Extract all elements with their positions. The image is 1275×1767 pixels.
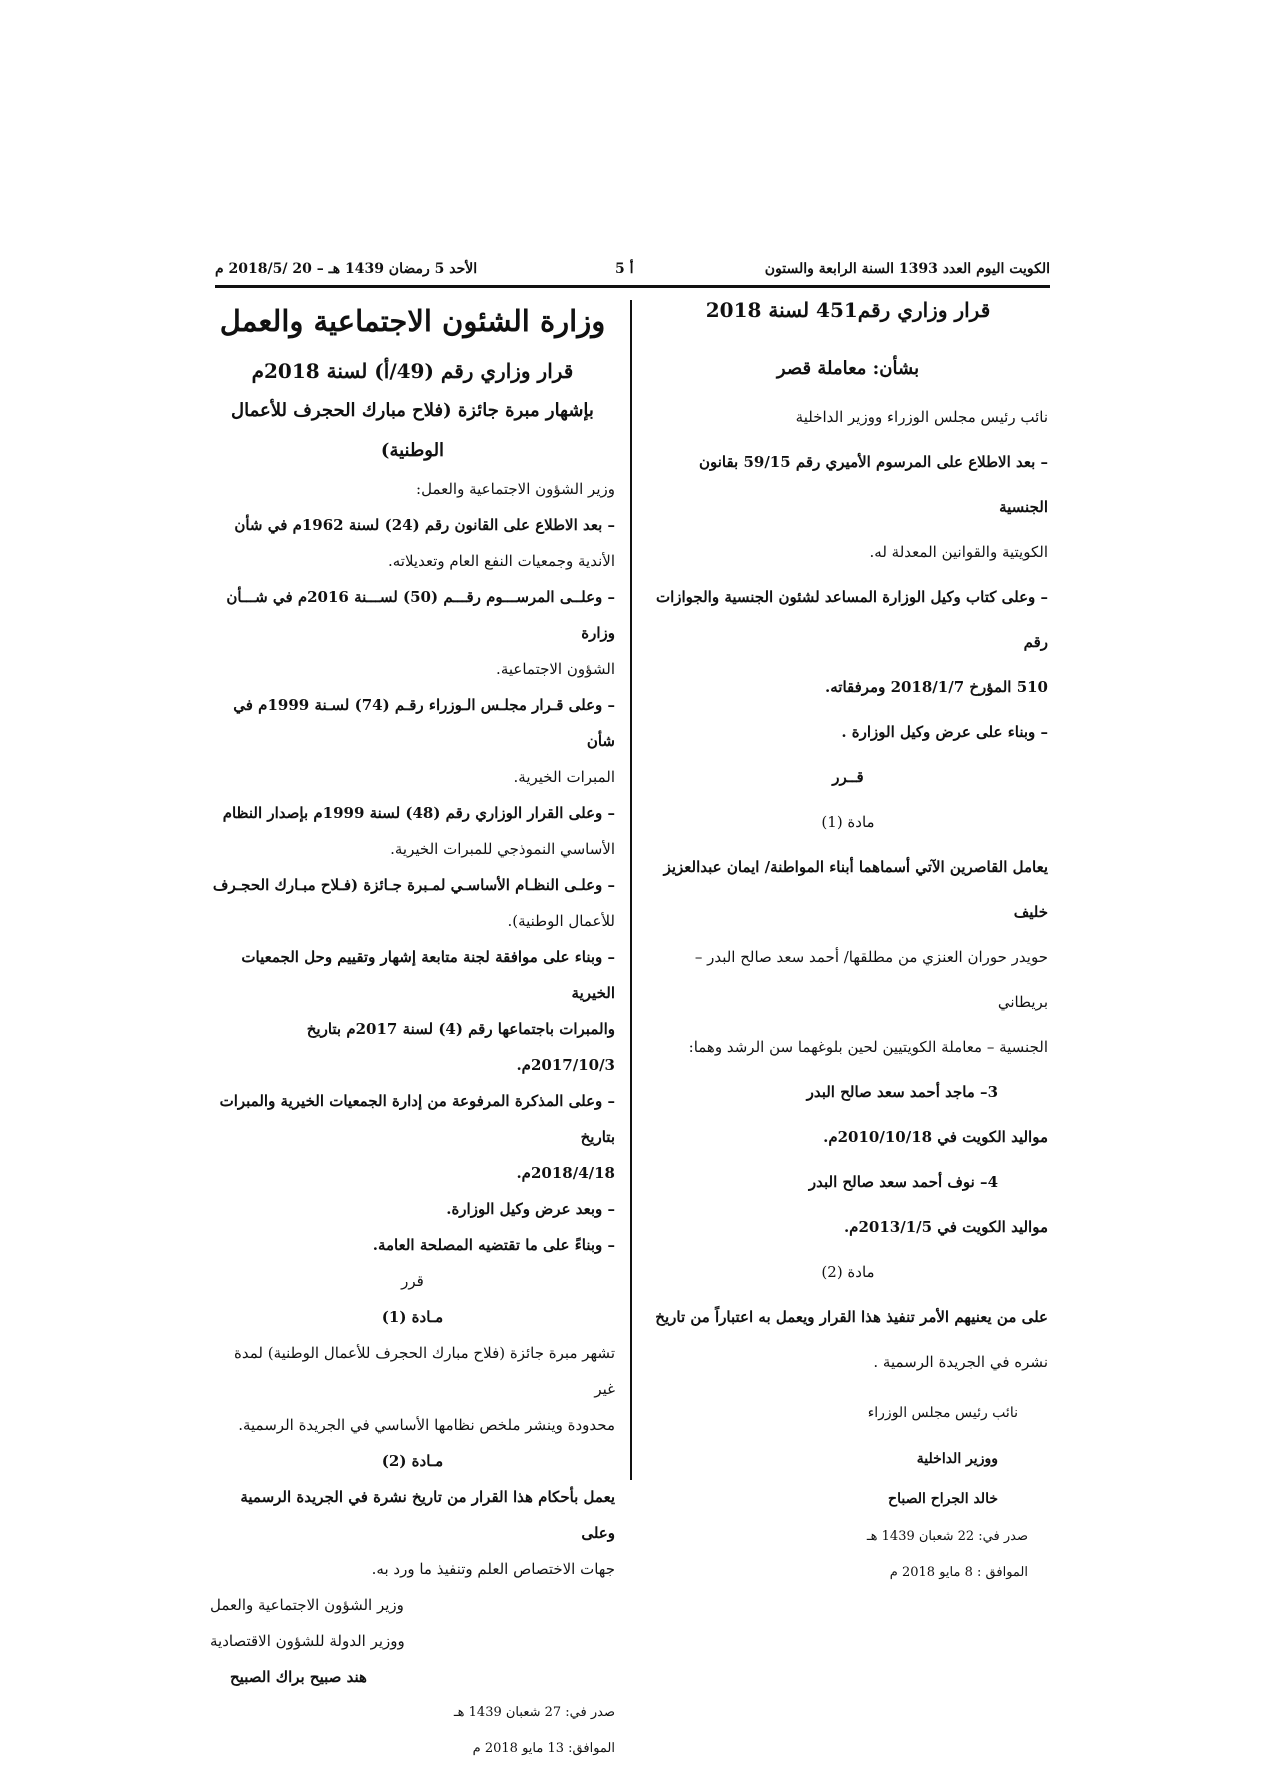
article-2-heading: مـادة (2)	[381, 1452, 444, 1470]
header-rule	[215, 285, 1050, 288]
gregorian-date: الموافق : 8 مايو 2018 م	[889, 1565, 1028, 1580]
decree-subject: بشأن: معاملة قصر	[776, 358, 920, 379]
article-1-line-1: يعامل القاصرين الآتي أسماهما أبناء المواطنة/ ايمان عبدالعزيز خليف	[663, 858, 1048, 921]
signatory-title-2	[210, 1623, 615, 1659]
header-issue: الكويت اليوم العدد 1393 السنة الرابعة والستون	[764, 261, 1050, 277]
signatory-title-1	[210, 1587, 615, 1623]
preamble-4b: الأساسي النموذجي للمبرات الخيرية.	[390, 840, 615, 858]
article-1-line-3: الجنسية – معاملة الكويتيين لحين بلوغهما سن الرشد وهما:	[688, 1038, 1048, 1056]
preamble-7b: 2018/4/18م.	[516, 1164, 615, 1182]
signatory-title-1: نائب رئيس مجلس الوزراء	[867, 1405, 1018, 1421]
decree-title: قرار وزاري رقم (49/أ) لسنة 2018م	[251, 359, 574, 383]
article-2-line-2: جهات الاختصاص العلم وتنفيذ ما ورد به.	[371, 1560, 615, 1578]
decree-49a-column	[210, 295, 615, 1767]
article-1-heading: مـادة (1)	[381, 1308, 444, 1326]
issue-date: صدر في: 27 شعبان 1439 هـ	[453, 1705, 615, 1720]
preamble-3a: – وعلى قـرار مجلـس الـوزراء رقـم (74) لسـنة 1999م في شأن	[233, 696, 615, 750]
preamble-3: – وبناء على عرض وكيل الوزارة .	[841, 723, 1048, 741]
signatory-name-text: هند صبيح براك الصبيح	[230, 1668, 367, 1686]
preamble-4a: – وعلى القرار الوزاري رقم (48) لسنة 1999م بإصدار النظام	[222, 804, 615, 822]
column-divider	[630, 300, 632, 1480]
minor-4-birth: مواليد الكويت في 2013/1/5م.	[843, 1218, 1048, 1236]
article-2-line-1: يعمل بأحكام هذا القرار من تاريخ نشرة في الجريدة الرسمية وعلى	[240, 1488, 615, 1542]
header-page-number: أ 5	[615, 261, 634, 277]
article-1-line-1: تشهر مبرة جائزة (فلاح مبارك الحجرف للأعمال الوطنية) لمدة غير	[233, 1344, 615, 1398]
minor-3-birth: مواليد الكويت في 2010/10/18م.	[823, 1128, 1048, 1146]
preamble-5a: – وعلـى النظـام الأساسـي لمـبرة جـائزة (فـلاح مبـارك الحجـرف	[212, 876, 615, 894]
minor-4-name: 4– نوف أحمد سعد صالح البدر	[808, 1173, 998, 1191]
signatory-title-1-text: وزير الشؤون الاجتماعية والعمل	[210, 1596, 404, 1614]
article-1-line-2: محدودة وينشر ملخص نظامها الأساسي في الجريدة الرسمية.	[238, 1416, 615, 1434]
article-2-line-1: على من يعنيهم الأمر تنفيذ هذا القرار ويعمل به اعتباراً من تاريخ	[655, 1308, 1048, 1326]
article-2-line-2: نشره في الجريدة الرسمية .	[873, 1353, 1048, 1371]
preamble-6b: والمبرات باجتماعها رقم (4) لسنة 2017م بتاريخ	[306, 1020, 615, 1038]
decree-subject: بإشهار مبرة جائزة (فلاح مبارك الحجرف للأعمال الوطنية)	[231, 400, 594, 461]
issuer: نائب رئيس مجلس الوزراء ووزير الداخلية	[795, 408, 1048, 426]
article-1-heading: مادة (1)	[821, 813, 875, 831]
preamble-7a: – وعلى المذكرة المرفوعة من إدارة الجمعيات الخيرية والمبرات بتاريخ	[219, 1092, 615, 1146]
signatory-title-2: ووزير الداخلية	[916, 1451, 998, 1467]
preamble-6a: – وبناء على موافقة لجنة متابعة إشهار وتقييم وحل الجمعيات الخيرية	[241, 948, 615, 1002]
preamble-2b: 510 المؤرخ 2018/1/7 ومرفقاته.	[825, 678, 1048, 696]
preamble-2a: – وعلى كتاب وكيل الوزارة المساعد لشئون الجنسية والجوازات رقم	[655, 588, 1048, 651]
decree-451-column	[648, 295, 1048, 1591]
preamble-8: – وبعد عرض وكيل الوزارة.	[446, 1200, 615, 1218]
issuer: وزير الشؤون الاجتماعية والعمل:	[416, 480, 615, 498]
ministry-heading: وزارة الشئون الاجتماعية والعمل	[219, 304, 606, 338]
issue-date: صدر في: 22 شعبان 1439 هـ	[866, 1529, 1028, 1544]
preamble-1a: – بعد الاطلاع على المرسوم الأميري رقم 59/15 بقانون الجنسية	[698, 453, 1048, 516]
signatory-name	[210, 1659, 615, 1695]
signatory-title-2-text: ووزير الدولة للشؤون الاقتصادية	[210, 1632, 405, 1650]
preamble-3b: المبرات الخيرية.	[513, 768, 615, 786]
page-header	[215, 257, 1050, 283]
preamble-1a: – بعد الاطلاع على القانون رقم (24) لسنة 1962م في شأن	[234, 516, 615, 534]
preamble-9: – وبناءً على ما تقتضيه المصلحة العامة.	[372, 1236, 615, 1254]
preamble-5b: للأعمال الوطنية).	[507, 912, 615, 930]
decree-title: قرار وزاري رقم451 لسنة 2018	[705, 298, 991, 322]
minor-3-name: 3– ماجد أحمد سعد صالح البدر	[806, 1083, 998, 1101]
gregorian-date: الموافق: 13 مايو 2018 م	[472, 1741, 615, 1756]
preamble-6c: 2017/10/3م.	[516, 1056, 615, 1074]
article-1-line-2: حويدر حوران العنزي من مطلقها/ أحمد سعد صالح البدر – بريطاني	[694, 948, 1048, 1011]
signatory-name: خالد الجراح الصباح	[888, 1491, 998, 1507]
preamble-1b: الكويتية والقوانين المعدلة له.	[869, 543, 1048, 561]
preamble-2b: الشؤون الاجتماعية.	[496, 660, 615, 678]
article-2-heading: مادة (2)	[821, 1263, 875, 1281]
preamble-1b: الأندية وجمعيات النفع العام وتعديلاته.	[387, 552, 615, 570]
decided-heading: قــرر	[832, 768, 864, 786]
preamble-2a: – وعلــى المرســـوم رقـــم (50) لســـنة 2016م في شـــأن وزارة	[226, 588, 615, 642]
header-date: الأحد 5 رمضان 1439 هـ – 20 /2018/5 م	[215, 261, 478, 277]
decided-heading: قرر	[401, 1272, 424, 1290]
